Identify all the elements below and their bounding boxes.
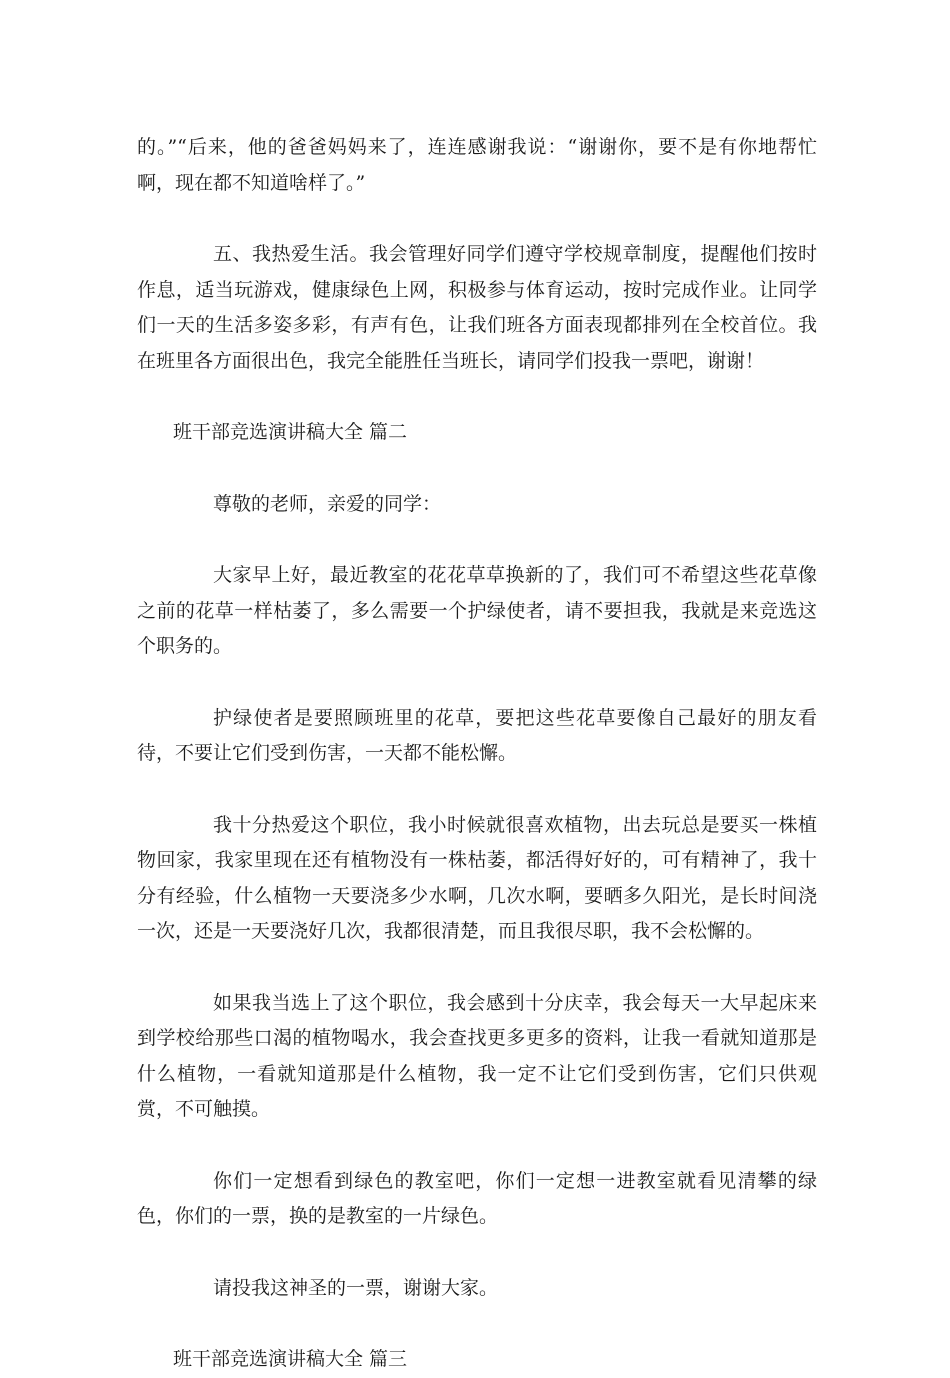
- paragraph-green-classroom: 你们一定想看到绿色的教室吧，你们一定想一进教室就看见清攀的绿色，你们的一票，换的是教室的一片绿色。: [137, 1169, 817, 1227]
- paragraph-greeting: 大家早上好，最近教室的花花草草换新的了，我们可不希望这些花草像之前的花草一样枯萎了，多么需要一个护绿使者，请不要担我，我就是来竞选这个职务的。: [137, 564, 817, 657]
- document-body: [137, 130, 817, 1378]
- paragraph-promise: 如果我当选上了这个职位，我会感到十分庆幸，我会每天一大早起床来到学校给那些口渴的植物喝水，我会查找更多更多的资料，让我一看就知道那是什么植物，一看就知道那是什么植物，我一定不让它们受到伤害，它们只供观赏，不可触摸。: [137, 991, 817, 1120]
- section-heading-two: 班干部竞选演讲稿大全 篇二: [173, 421, 408, 443]
- section-heading-three: 班干部竞选演讲稿大全 篇三: [173, 1348, 408, 1370]
- paragraph-duty: 护绿使者是要照顾班里的花草，要把这些花草要像自己最好的朋友看待，不要让它们受到伤害，一天都不能松懈。: [137, 706, 817, 764]
- paragraph-passion: 我十分热爱这个职位，我小时候就很喜欢植物，出去玩总是要买一株植物回家，我家里现在还有植物没有一株枯萎，都活得好好的，可有精神了，我十分有经验，什么植物一天要浇多少水啊，几次水啊，要晒多久阳光，是长时间浇一次，还是一天要浇好几次，我都很清楚，而且我很尽职，我不会松懈的。: [137, 813, 817, 942]
- paragraph-five: 五、我热爱生活。我会管理好同学们遵守学校规章制度，提醒他们按时作息，适当玩游戏，健康绿色上网，积极参与体育运动，按时完成作业。让同学们一天的生活多姿多彩，有声有色，让我们班各方面表现都排列在全校首位。我在班里各方面很出色，我完全能胜任当班长，请同学们投我一票吧，谢谢！: [137, 243, 817, 372]
- paragraph-continuation: 的。”“后来，他的爸爸妈妈来了，连连感谢我说：“谢谢你，要不是有你地帮忙啊，现在都不知道啥样了。”: [137, 136, 817, 194]
- salutation: 尊敬的老师，亲爱的同学：: [213, 492, 442, 515]
- paragraph-vote-request: 请投我这神圣的一票，谢谢大家。: [213, 1276, 499, 1299]
